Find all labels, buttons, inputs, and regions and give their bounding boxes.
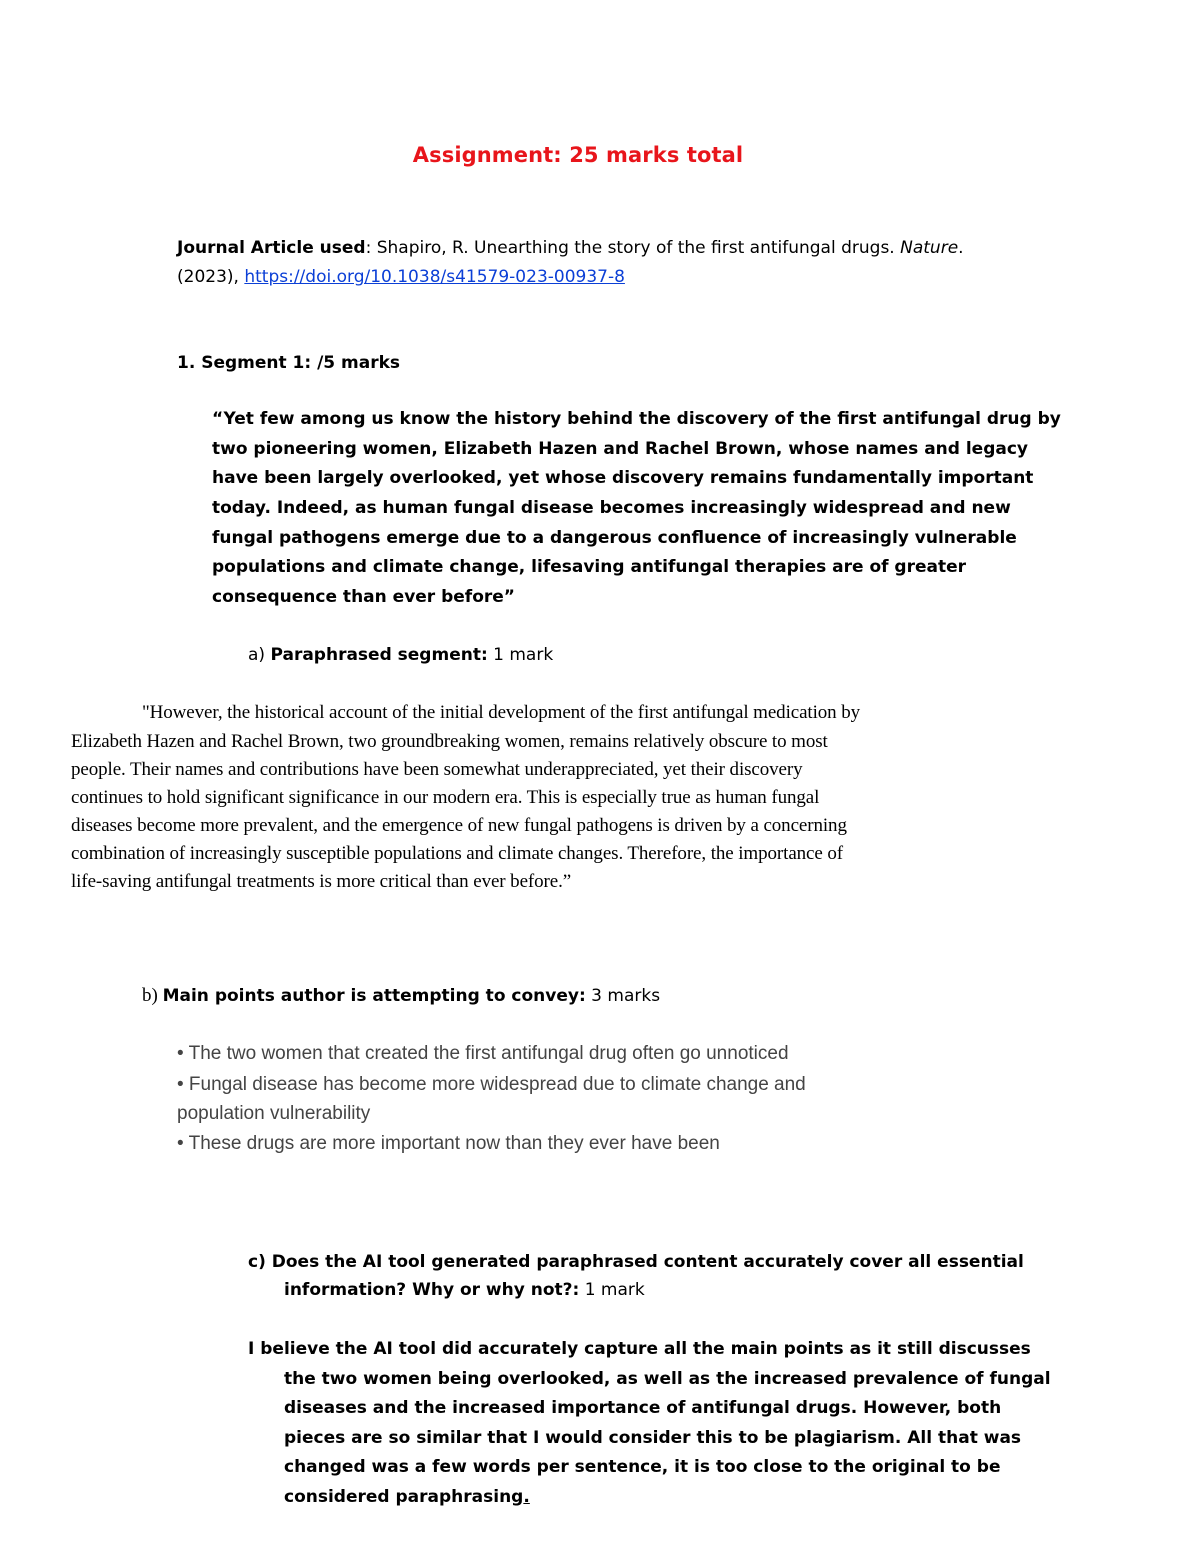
part-b-prefix: b)	[142, 985, 163, 1006]
citation-year: (2023),	[177, 267, 245, 287]
bullet-item: • Fungal disease has become more widespread due to climate change and	[177, 1074, 806, 1095]
answer-line: pieces are so similar that I would consider this to be plagiarism. All that was	[284, 1428, 1022, 1448]
answer-line: diseases and the increased importance of antifungal drugs. However, both	[284, 1398, 1002, 1418]
paraphrase-line: Elizabeth Hazen and Rachel Brown, two groundbreaking women, remains relatively obscure to most	[71, 731, 828, 752]
part-a-label: Paraphrased segment:	[270, 645, 488, 665]
part-c-question-text: information? Why or why not?:	[284, 1280, 580, 1300]
bullet-item-continued: population vulnerability	[177, 1103, 371, 1124]
part-a-prefix: a)	[248, 645, 271, 665]
quote-line: have been largely overlooked, yet whose discovery remains fundamentally important	[212, 468, 1034, 488]
citation-line-1	[177, 234, 964, 263]
answer-line: I believe the AI tool did accurately capture all the main points as it still discusses	[248, 1339, 1031, 1359]
quote-line: fungal pathogens emerge due to a dangerous confluence of increasingly vulnerable	[212, 528, 1017, 548]
citation-label: Journal Article used	[177, 238, 366, 258]
part-a-marks: 1 mark	[487, 645, 554, 665]
citation-text: : Shapiro, R. Unearthing the story of the first antifungal drugs.	[365, 238, 901, 258]
quote-line: populations and climate change, lifesaving antifungal therapies are of greater	[212, 557, 967, 577]
citation-text-after: .	[958, 238, 964, 258]
paraphrase-line: life-saving antifungal treatments is more critical than ever before.”	[71, 871, 572, 892]
paraphrase-line: "However, the historical account of the initial development of the first antifungal medication by	[142, 702, 861, 723]
paraphrase-line: diseases become more prevalent, and the emergence of new fungal pathogens is driven by a concerning	[71, 815, 847, 836]
citation-journal: Nature	[900, 238, 959, 258]
bullet-item: • These drugs are more important now than they ever have been	[177, 1133, 720, 1154]
quote-line: consequence than ever before”	[212, 587, 515, 607]
answer-last-line-end: .	[523, 1487, 530, 1507]
citation	[177, 234, 964, 292]
assignment-title: Assignment: 25 marks total	[412, 143, 744, 167]
answer-line: the two women being overlooked, as well as the increased prevalence of fungal	[284, 1369, 1051, 1389]
paraphrase-line: combination of increasingly susceptible populations and climate changes. Therefore, the importance of	[71, 843, 843, 864]
part-b-label: Main points author is attempting to convey:	[162, 986, 586, 1006]
paraphrase-line: people. Their names and contributions have been somewhat underappreciated, yet their discovery	[71, 759, 803, 780]
part-a-heading	[248, 645, 553, 665]
quote-line: today. Indeed, as human fungal disease becomes increasingly widespread and new	[212, 498, 1011, 518]
doi-link[interactable]: https://doi.org/10.1038/s41579-023-00937-8	[244, 267, 625, 287]
paraphrase-line: continues to hold significant significance in our modern era. This is especially true as human fungal	[71, 787, 820, 808]
answer-line	[284, 1487, 530, 1507]
part-b-marks: 3 marks	[585, 986, 661, 1006]
segment-heading: 1. Segment 1: /5 marks	[177, 353, 401, 373]
part-c-question-line-2	[284, 1280, 645, 1300]
part-c-marks: 1 mark	[579, 1280, 645, 1300]
answer-last-line: considered paraphrasing	[284, 1487, 524, 1507]
quote-line: two pioneering women, Elizabeth Hazen and Rachel Brown, whose names and legacy	[212, 439, 1029, 459]
bullet-item: • The two women that created the first antifungal drug often go unnoticed	[177, 1043, 789, 1064]
quote-line: “Yet few among us know the history behind the discovery of the first antifungal drug by	[212, 409, 1061, 429]
citation-line-2	[177, 263, 964, 292]
part-b-heading	[142, 985, 660, 1007]
part-c-question-line-1: c) Does the AI tool generated paraphrased content accurately cover all essential	[248, 1252, 1024, 1272]
answer-line: changed was a few words per sentence, it is too close to the original to be	[284, 1457, 1001, 1477]
